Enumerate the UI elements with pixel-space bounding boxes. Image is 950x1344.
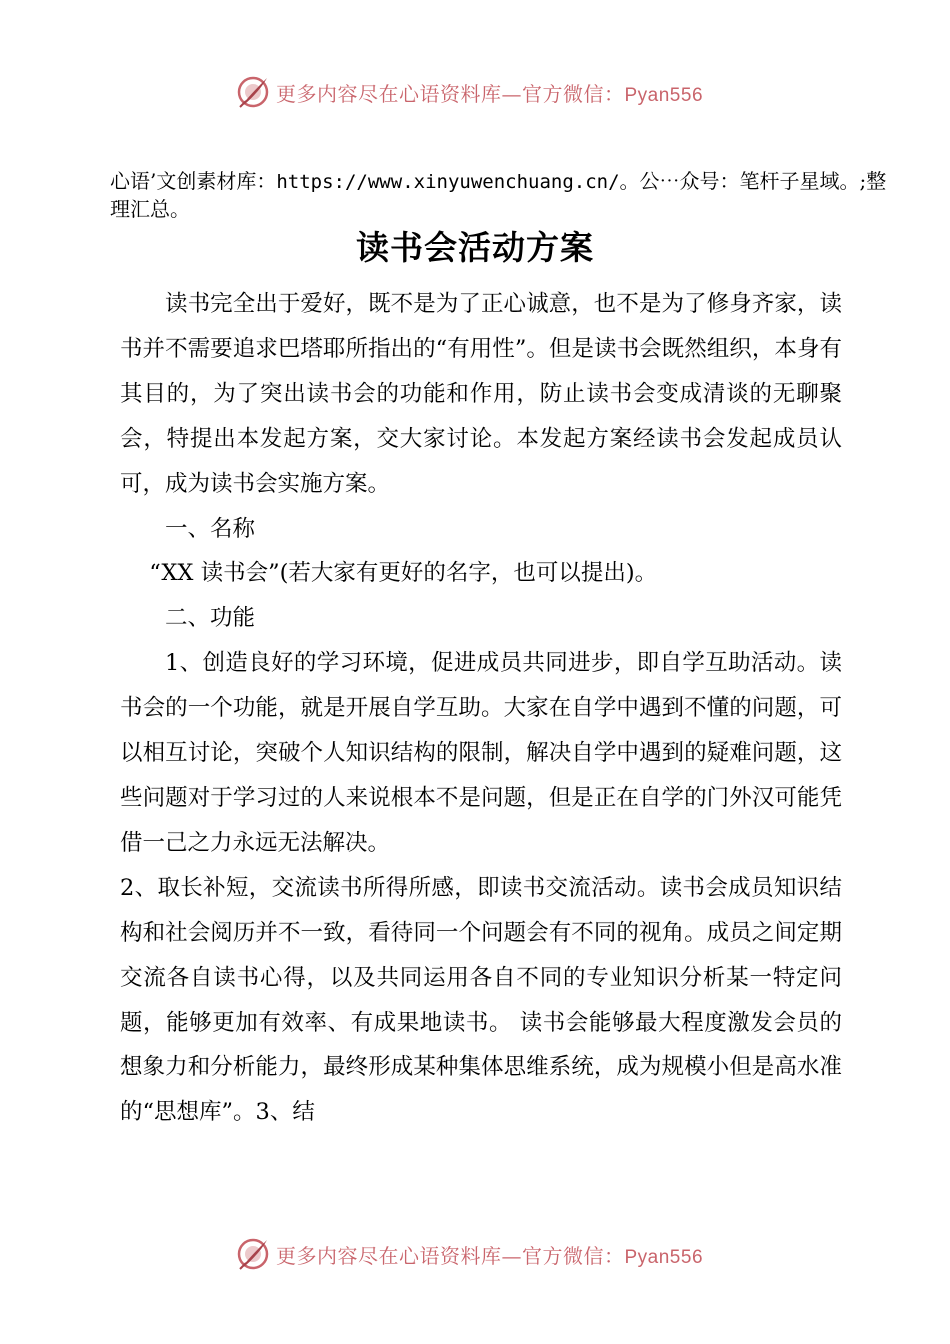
quill-logo-icon (236, 75, 270, 109)
document-body (120, 282, 842, 1135)
banner-wechat-id: Pyan556 (624, 1246, 704, 1268)
function-item-2: 2、取长补短，交流读书所得所感，即读书交流活动。读书会成员知识结构和社会阅历并不一致，看待同一个问题会有不同的视角。成员之间定期交流各自读书心得，以及共同运用各自不同的专业知识分析某一特定问题，能够更加有效率、有成果地读书。 读书会能够最大程度激发会员的想象力和分析能力，最终形成某种集体思维系统，成为规模小但是高水准的“思想库”。3、结 (120, 874, 842, 1126)
banner-text: 更多内容尽在心语资料库—官方微信：Pyan556 (276, 1243, 704, 1268)
source-note (110, 168, 900, 223)
section1-body: “XX 读书会”(若大家有更好的名字，也可以提出)。 (149, 560, 658, 587)
header-watermark-banner (236, 72, 703, 112)
section1-heading: 一、名称 (165, 515, 256, 542)
banner-wechat-id: Pyan556 (624, 84, 704, 106)
function-item-1: 1、创造良好的学习环境，促进成员共同进步，即自学互助活动。读书会的一个功能，就是开展自学互助。大家在自学中遇到不懂的问题，可以相互讨论，突破个人知识结构的限制，解决自学中遇到的疑难问题，这些问题对于学习过的人来说根本不是问题，但是正在自学的门外汉可能凭借一己之力永远无法解决。 (120, 650, 842, 856)
footer-watermark-banner (236, 1234, 703, 1274)
source-note-suffix: 。公⋯众号：笔杆子星域。;整理汇总。 (110, 169, 887, 221)
quill-logo-icon (236, 1237, 270, 1271)
section2-heading: 二、功能 (165, 605, 256, 632)
source-note-prefix: 心语’文创素材库： (110, 169, 277, 193)
document-title: 读书会活动方案 (356, 228, 594, 267)
banner-text: 更多内容尽在心语资料库—官方微信：Pyan556 (276, 81, 704, 106)
source-url-link[interactable]: https://www.xinyuwenchuang.cn/ (276, 171, 620, 193)
intro-paragraph: 读书完全出于爱好，既不是为了正心诚意，也不是为了修身齐家，读书并不需要追求巴塔耶所指出的“有用性”。但是读书会既然组织，本身有其目的，为了突出读书会的功能和作用，防止读书会变成清谈的无聊聚会，特提出本发起方案，交大家讨论。本发起方案经读书会发起成员认可，成为读书会实施方案。 (120, 291, 842, 497)
